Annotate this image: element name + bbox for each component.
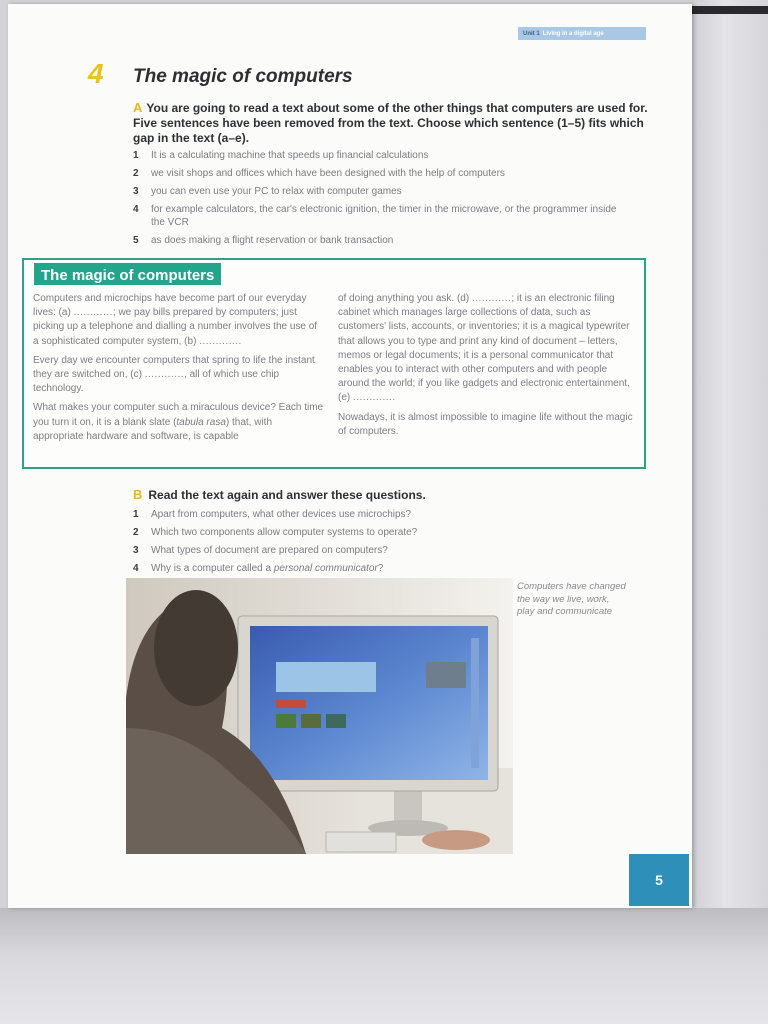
sentence-item	[133, 234, 633, 247]
computer-photo	[126, 578, 513, 854]
text-run: Every day we encounter computers that spring to life the instant they are switched on, (c)	[33, 354, 315, 381]
person-head	[154, 590, 238, 706]
reading-header: The magic of computers	[34, 263, 221, 285]
text-run: ; we pay bills prepared by computers; just picking up a telephone and dialling a number involves the use of a sophisticated computer system, (b)	[33, 307, 318, 347]
part-b-instruction-text: Read the text again and answer these questions.	[148, 488, 426, 502]
text-run: What makes your computer such a miraculous device? Each time you turn it on, it is a blank slate (	[33, 402, 324, 428]
sentence-number: 5	[133, 235, 139, 246]
sentence-text: for example calculators, the car's electronic ignition, the timer in the microwave, or the programmer inside the VCR	[151, 204, 617, 228]
reading-paragraph	[338, 292, 636, 406]
reading-column-right	[338, 292, 636, 444]
italic-term: personal communicator	[273, 563, 378, 574]
gap-e: ............	[353, 392, 393, 404]
sentence-number: 4	[133, 204, 139, 215]
part-b-instruction	[133, 487, 653, 502]
section-number: 4	[88, 58, 104, 89]
question-number: 4	[133, 563, 139, 574]
part-a-instruction-text: You are going to read a text about some of the other things that computers are used for. Five sentences have been removed from the text. Choose which sentence (1–5) fits which gap in the text (a–e).	[133, 101, 648, 145]
part-a-letter: A	[133, 100, 143, 115]
text-run: .	[238, 335, 242, 347]
section-title: The magic of computers	[133, 66, 353, 87]
reading-paragraph	[33, 292, 325, 349]
web-sidebar-panel	[426, 662, 466, 688]
sentence-text: It is a calculating machine that speeds up financial calculations	[151, 150, 429, 161]
sentence-list	[133, 149, 633, 252]
text-run: of doing anything you ask. (d)	[338, 293, 472, 304]
reading-paragraph: Nowadays, it is almost impossible to imagine life without the magic of computers.	[338, 411, 633, 437]
unit-tab-title: Living in a digital age	[542, 30, 604, 37]
reading-paragraph	[33, 401, 325, 444]
sentence-item	[133, 149, 633, 162]
hand	[422, 830, 490, 850]
question-item	[133, 526, 653, 539]
gap-a: ............	[73, 307, 113, 319]
reading-paragraph	[33, 354, 325, 397]
web-thumb	[326, 714, 346, 728]
text-run: ?	[377, 563, 384, 574]
text-run: , all of which use chip technology.	[33, 369, 280, 395]
text-run: ; it is an electronic filing cabinet which manages large collections of data, such as customers' lists, accounts, or inventories; it is a magical typewriter that allows you to type and print any kind of document – letters, memos or legal documents; it is a personal communicator that enables you to interact with other computers and with people around the world; if you like gadgets and electronic entertainment, (e)	[338, 293, 630, 404]
web-thumb	[301, 714, 321, 728]
page-number: 5	[629, 854, 689, 906]
question-number: 2	[133, 527, 139, 538]
reading-text-box	[22, 258, 646, 469]
scan-background-bottom	[0, 908, 768, 1024]
scan-background-right	[690, 0, 768, 908]
part-b-letter: B	[133, 487, 143, 502]
keyboard	[326, 832, 396, 852]
sentence-item	[133, 203, 633, 229]
text-run: Why is a computer called a	[151, 563, 274, 574]
sentence-number: 2	[133, 168, 139, 179]
web-thumb	[276, 714, 296, 728]
question-text: Apart from computers, what other devices use microchips?	[151, 509, 412, 520]
text-run: ) that, with appropriate hardware and software, is capable	[33, 416, 273, 442]
question-item	[133, 508, 653, 521]
web-red-label	[276, 700, 306, 708]
sentence-text: you can even use your PC to relax with computer games	[151, 186, 402, 197]
scan-dark-edge	[690, 6, 768, 14]
italic-term: tabula rasa	[176, 416, 226, 428]
question-text	[151, 562, 383, 575]
book-page	[8, 4, 692, 908]
question-text: What types of document are prepared on computers?	[151, 545, 388, 556]
gap-c: ............	[144, 369, 185, 381]
unit-tab	[518, 27, 646, 40]
photo-caption: Computers have changed the way we live, work, play and communicate	[517, 581, 626, 617]
web-scroll-column	[471, 638, 479, 768]
text-run: .	[392, 392, 396, 404]
gap-b: ............	[199, 335, 239, 347]
sentence-item	[133, 167, 633, 180]
question-item	[133, 562, 653, 575]
question-text: Which two components allow computer systems to operate?	[151, 527, 418, 538]
sentence-item	[133, 185, 633, 198]
question-number: 3	[133, 545, 139, 556]
reading-column-left	[33, 292, 325, 449]
person-at-monitor-illustration	[126, 578, 513, 854]
sentence-number: 1	[133, 150, 139, 161]
question-number: 1	[133, 509, 139, 520]
gap-d: ............	[471, 293, 512, 304]
question-item	[133, 544, 653, 557]
sentence-text: as does making a flight reservation or bank transaction	[151, 235, 394, 246]
sentence-number: 3	[133, 186, 139, 197]
part-a-instruction	[133, 100, 648, 146]
web-banner	[276, 662, 376, 692]
text-run: Computers and microchips have become part of our everyday lives: (a)	[33, 293, 307, 319]
part-b	[133, 487, 653, 580]
unit-tab-label: Unit 1	[523, 30, 540, 37]
sentence-text: we visit shops and offices which have been designed with the help of computers	[151, 168, 505, 179]
